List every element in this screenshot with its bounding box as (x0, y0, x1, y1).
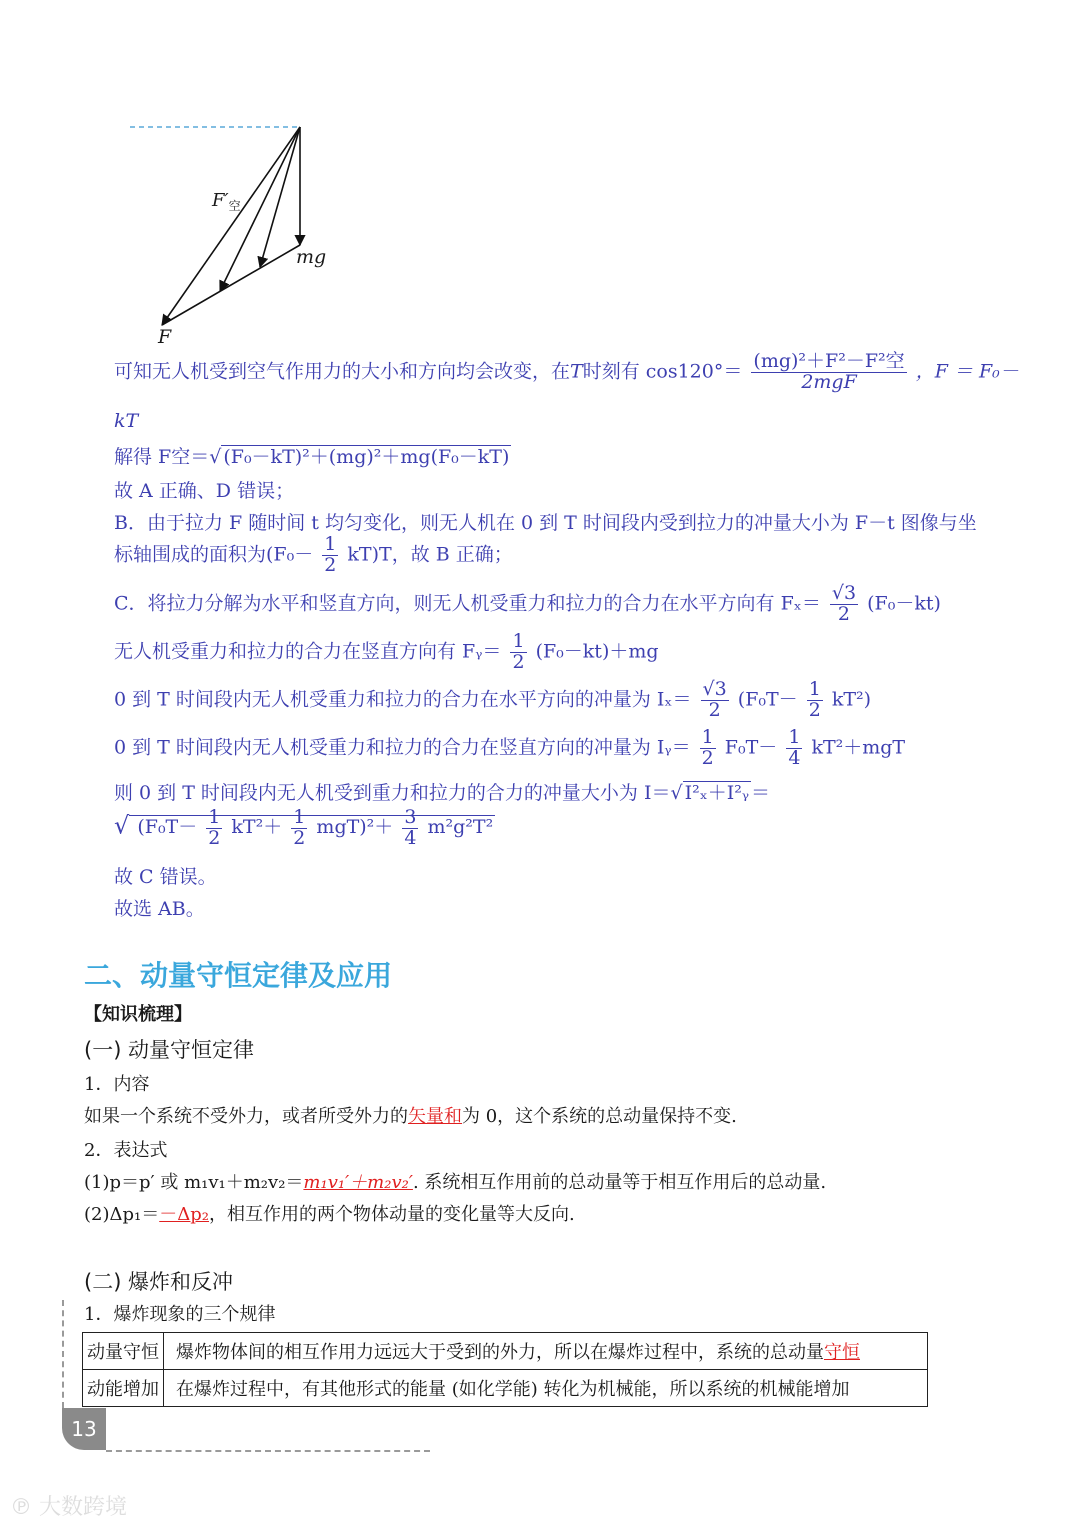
solution-line-3: 解得 F空＝√ (F₀－kT)²＋(mg)²＋mg(F₀－kT) (114, 446, 510, 468)
solution-line-4: 故 A 正确、D 错误； (114, 480, 295, 502)
table-row (83, 1333, 928, 1370)
solution-line-13: 故 C 错误。 (114, 866, 217, 888)
page-number: 13 (62, 1408, 106, 1450)
item-2-label: 2．表达式 (84, 1140, 168, 1161)
f-vector (162, 127, 300, 325)
knowledge-heading: 【知识梳理】 (84, 1004, 192, 1025)
expression-1: (1)p＝p′ 或 m₁v₁＋m₂v₂＝m₁v₁′＋m₂v₂′. 系统相互作用前的总动量等于相互作用后的总动量. (84, 1172, 827, 1193)
item-1-label: 1．内容 (84, 1074, 150, 1095)
emphasis-expression-1: m₁v₁′＋m₂v₂′ (303, 1172, 413, 1193)
solution-line-1: 可知无人机受到空气作用力的大小和方向均会改变，在T时刻有 cos120°＝ $\frac{\text{(mg)²＋F²－F²空}}{\text{2mgF}}$ ，F ＝ F₀－ (114, 350, 1019, 393)
emphasis-expression-2: －Δp₂ (159, 1204, 209, 1225)
page-border-left (62, 1300, 64, 1408)
watermark-logo-icon: ℗ (10, 1495, 39, 1520)
watermark: ℗ 大数跨境 (10, 1495, 128, 1520)
section-title: 二、动量守恒定律及应用 (84, 959, 393, 992)
item-3-label: 1．爆炸现象的三个规律 (84, 1304, 276, 1325)
solution-line-5: B．由于拉力 F 随时间 t 均匀变化，则无人机在 0 到 T 时间段内受到拉力的冲量大小为 F－t 图像与坐 (114, 512, 977, 534)
solution-line-8: 无人机受重力和拉力的合力在竖直方向有 Fᵧ＝ $\frac{1}{2}$ (F₀－kt)＋mg (114, 630, 659, 673)
table-row (83, 1370, 928, 1407)
table-key: 动能增加 (83, 1370, 164, 1407)
solution-line-2: kT (114, 410, 139, 432)
table-text: 爆炸物体间的相互作用力远远大于受到的外力，所以在爆炸过程中，系统的总动量守恒 (164, 1333, 928, 1370)
solution-line-7: C．将拉力分解为水平和竖直方向，则无人机受重力和拉力的合力在水平方向有 Fₓ＝ $\frac{√3}{2}$ (F₀－kt) (114, 582, 941, 625)
expression-2: (2)Δp₁＝－Δp₂，相互作用的两个物体动量的变化量等大反向. (84, 1204, 575, 1225)
subsection-1-title: (一) 动量守恒定律 (84, 1038, 255, 1062)
closing-line (162, 245, 300, 325)
solution-line-10: 0 到 T 时间段内无人机受重力和拉力的合力在竖直方向的冲量为 Iᵧ＝ $\frac{1}{2}$ F₀T－ $\frac{1}{4}$ kT²＋mgT (114, 726, 906, 769)
label-mg: mg (296, 246, 327, 268)
subsection-2-title: (二) 爆炸和反冲 (84, 1270, 234, 1294)
solution-line-6: 标轴围成的面积为(F₀－ $\frac{1}{2}$ kT)T，故 B 正确； (114, 533, 513, 576)
table-key: 动量守恒 (83, 1333, 164, 1370)
solution-line-12: √ (F₀T－ $\frac{1}{2}$ kT²＋ $\frac{1}{2}$ mgT)²＋ $\frac{3}{4}$ m²g²T² (114, 806, 494, 849)
solution-line-14: 故选 AB。 (114, 898, 205, 920)
item-1-text: 如果一个系统不受外力，或者所受外力的矢量和为 0，这个系统的总动量保持不变. (84, 1106, 737, 1127)
force-diagram (120, 115, 350, 350)
emphasis-vector-sum: 矢量和 (408, 1106, 462, 1127)
table-text: 在爆炸过程中，有其他形式的能量 (如化学能) 转化为机械能，所以系统的机械能增加 (164, 1370, 928, 1407)
solution-line-11: 则 0 到 T 时间段内无人机受到重力和拉力的合力的冲量大小为 I＝√ I²ₓ＋I²ᵧ ＝ (114, 782, 771, 804)
explosion-rules-table (82, 1332, 928, 1407)
page-border-bottom (106, 1450, 430, 1452)
label-fkong: $F'_空$ (212, 190, 241, 213)
label-f: F (158, 326, 172, 348)
solution-line-9: 0 到 T 时间段内无人机受重力和拉力的合力在水平方向的冲量为 Iₓ＝ $\frac{√3}{2}$ (F₀T－ $\frac{1}{2}$ kT²) (114, 678, 872, 721)
